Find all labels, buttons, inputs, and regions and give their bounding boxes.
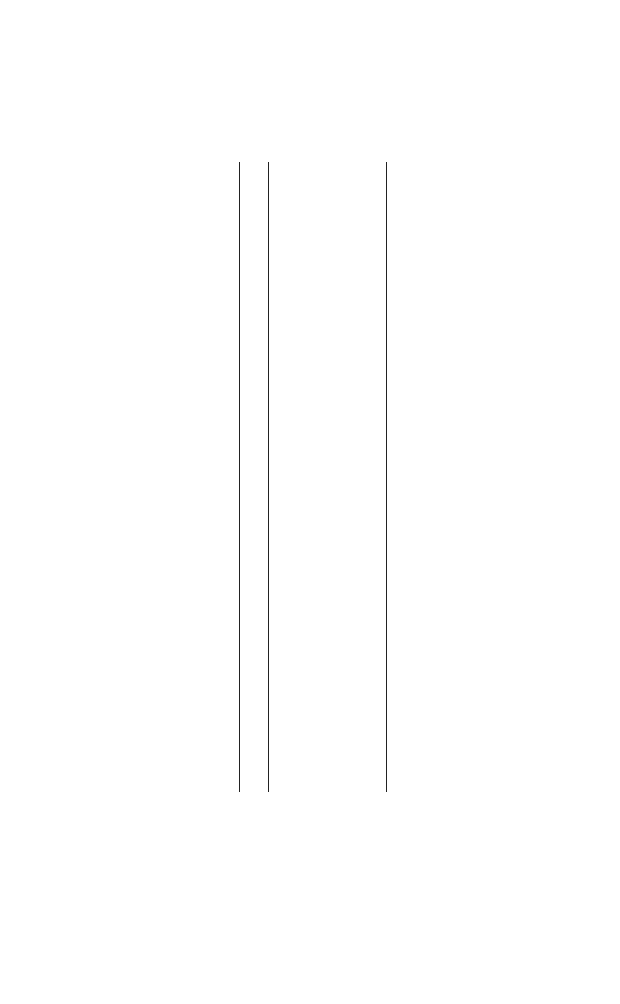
column-header-bottom-row [254,162,266,792]
rotated-table [226,162,406,792]
table-top-rule [239,162,240,792]
header-rule [268,162,269,792]
table-bottom-rule [386,162,387,792]
running-header [30,56,590,72]
column-header-top-row [242,162,252,792]
